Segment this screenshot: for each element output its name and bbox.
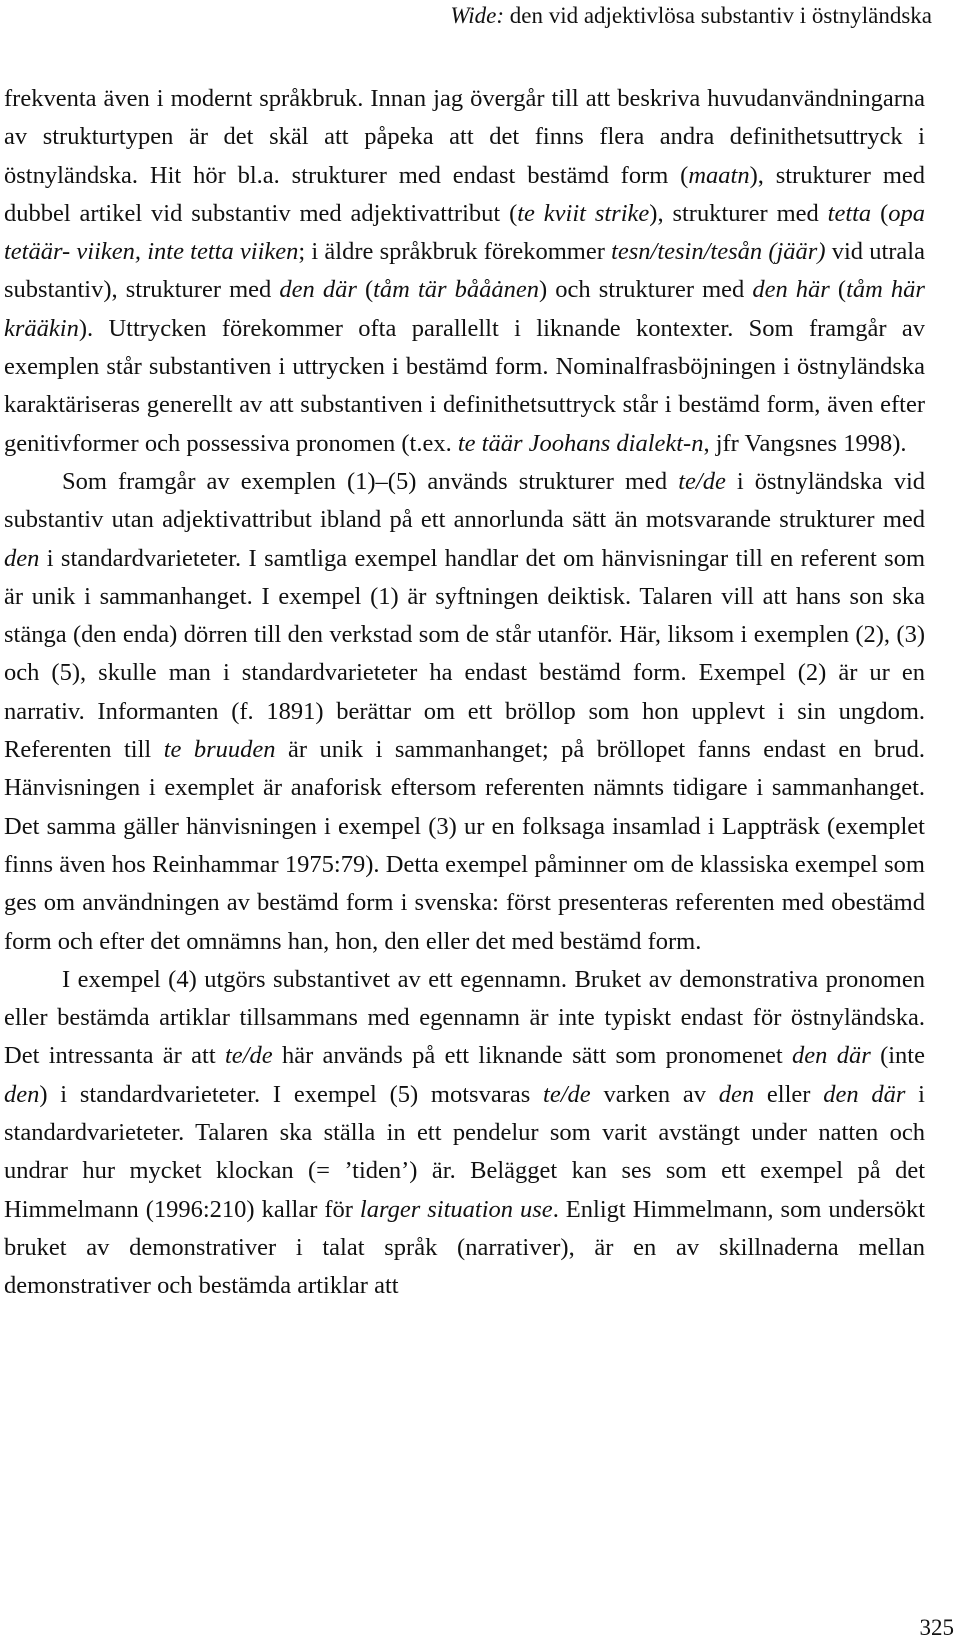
italic-term: den [4, 1080, 40, 1108]
text-run: ( [871, 199, 889, 227]
header-title: den vid adjektivlösa substantiv i östnyländska [509, 3, 932, 28]
italic-term: den [718, 1080, 755, 1108]
text-run: ) och strukturer med [539, 276, 753, 304]
text-run: vid utrala substantiv), strukturer med [4, 238, 925, 304]
italic-term: den [4, 544, 40, 572]
text-run: frekventa även i modernt språkbruk. Innan jag övergår till att beskriva huvudanvändningarna av strukturtypen är det skäl att påpeka att det finns flera andra definithetsuttryck i östnyländska. Hit hör bl.a. strukturer med endast bestämd form ( [4, 85, 925, 189]
italic-term: tåm här krääkin [4, 276, 925, 342]
text-run: Som framgår av exemplen (1)–(5) används strukturer med [62, 467, 679, 495]
text-run: ), strukturer med dubbel artikel vid substantiv med adjektivattribut ( [4, 161, 925, 227]
paragraph-2 [4, 463, 925, 961]
text-run: ; i äldre språkbruk förekommer [298, 238, 612, 266]
italic-term: den där [823, 1080, 906, 1108]
italic-term: te/de [543, 1080, 591, 1108]
paragraph-3 [4, 961, 925, 1306]
italic-term: te kviit strike [517, 199, 650, 227]
text-run: är unik i sammanhanget; på bröllopet fanns endast en brud. Hänvisningen i exemplet är anaforisk eftersom referenten nämnts tidigare i sammanhanget. Det samma gäller hänvisningen i exempel (3) ur en folksaga insamlad i Lappträsk (exemplet finns även hos Reinhammar 1975:79). Detta exempel påminner om de klassiska exempel som ges om användningen av bestämd form i svenska: först presenteras referenten med obestämd form och efter det omnämns han, hon, den eller det med bestämd form. [4, 736, 925, 955]
paragraph-1 [4, 80, 925, 463]
italic-term: tåm tär bååȧnen [373, 276, 540, 304]
text-run: ( [356, 276, 374, 304]
page-number: 325 [919, 1615, 954, 1640]
text-run: eller [754, 1080, 824, 1108]
italic-term: den där [792, 1042, 871, 1070]
text-run: ) i standardvarieteter. I exempel (5) motsvaras [39, 1080, 544, 1108]
italic-term: te täär Joohans dialekt-n [457, 429, 704, 457]
italic-term: den här [752, 276, 830, 304]
running-header [450, 2, 932, 30]
text-run: . Enligt Himmelmann, som undersökt bruket av demonstrativer i talat språk (narrativer), är en av skillnaderna mellan demonstrativer och bestämda artiklar att [4, 1195, 925, 1300]
italic-term: tetta [827, 199, 872, 227]
italic-term: te/de [678, 467, 726, 495]
italic-term: opa tetäär- viiken, inte tetta viiken [4, 199, 925, 266]
text-run: i standardvarieteter. Talaren ska ställa in ett pendelur som varit avstängt under natten och undrar hur mycket klockan (= ’tiden’) är. Belägget kan ses som ett exempel på det Himmelmann (1996:210) kallar för [4, 1080, 925, 1223]
italic-term: den där [279, 276, 357, 304]
text-run: ( [829, 276, 847, 304]
text-run: ). Uttrycken förekommer ofta parallellt i liknande kontexter. Som framgår av exemplen står substantiven i uttrycken i bestämd form. Nominalfrasböjningen i östnyländska karaktäriseras generellt av att substantiven i definithetsuttryck står i bestämd form, även efter genitivformer och possessiva pronomen (t.ex. [4, 314, 925, 457]
text-run: , jfr Vangsnes 1998). [703, 429, 907, 457]
italic-term: te bruuden [163, 736, 276, 764]
text-run: här används på ett liknande sätt som pronomenet [272, 1042, 792, 1070]
text-run: (inte [870, 1042, 925, 1070]
text-run: i standardvarieteter. I samtliga exempel handlar det om hänvisningar till en referent som är unik i sammanhanget. I exempel (1) är syftningen deiktisk. Talaren vill att hans son ska stänga (den enda) dörren till den verkstad som de står utanför. Här, liksom i exemplen (2), (3) och (5), skulle man i standardvarieteter ha endast bestämd form. Exempel (2) är ur en narrativ. Informanten (f. 1891) berättar om ett bröllop som hon upplevt i sin ungdom. Referenten till [4, 544, 925, 764]
italic-term: te/de [224, 1042, 273, 1070]
text-run: varken av [590, 1080, 719, 1108]
italic-term: maatn [688, 161, 750, 189]
text-run: i östnyländska vid substantiv utan adjektivattribut ibland på ett annorlunda sätt än motsvarande strukturer med [4, 467, 925, 534]
italic-term: tesn/tesin/tesån (jäär) [611, 238, 826, 266]
header-author: Wide: [450, 3, 504, 28]
italic-term: larger situation use [359, 1195, 553, 1223]
text-run: I exempel (4) utgörs substantivet av ett egennamn. Bruket av demonstrativa pronomen eller bestämda artiklar tillsammans med egennamn är inte typiskt endast för östnyländska. Det intressanta är att [4, 965, 925, 1070]
text-run: ), strukturer med [649, 199, 828, 227]
body-text [4, 80, 925, 1306]
